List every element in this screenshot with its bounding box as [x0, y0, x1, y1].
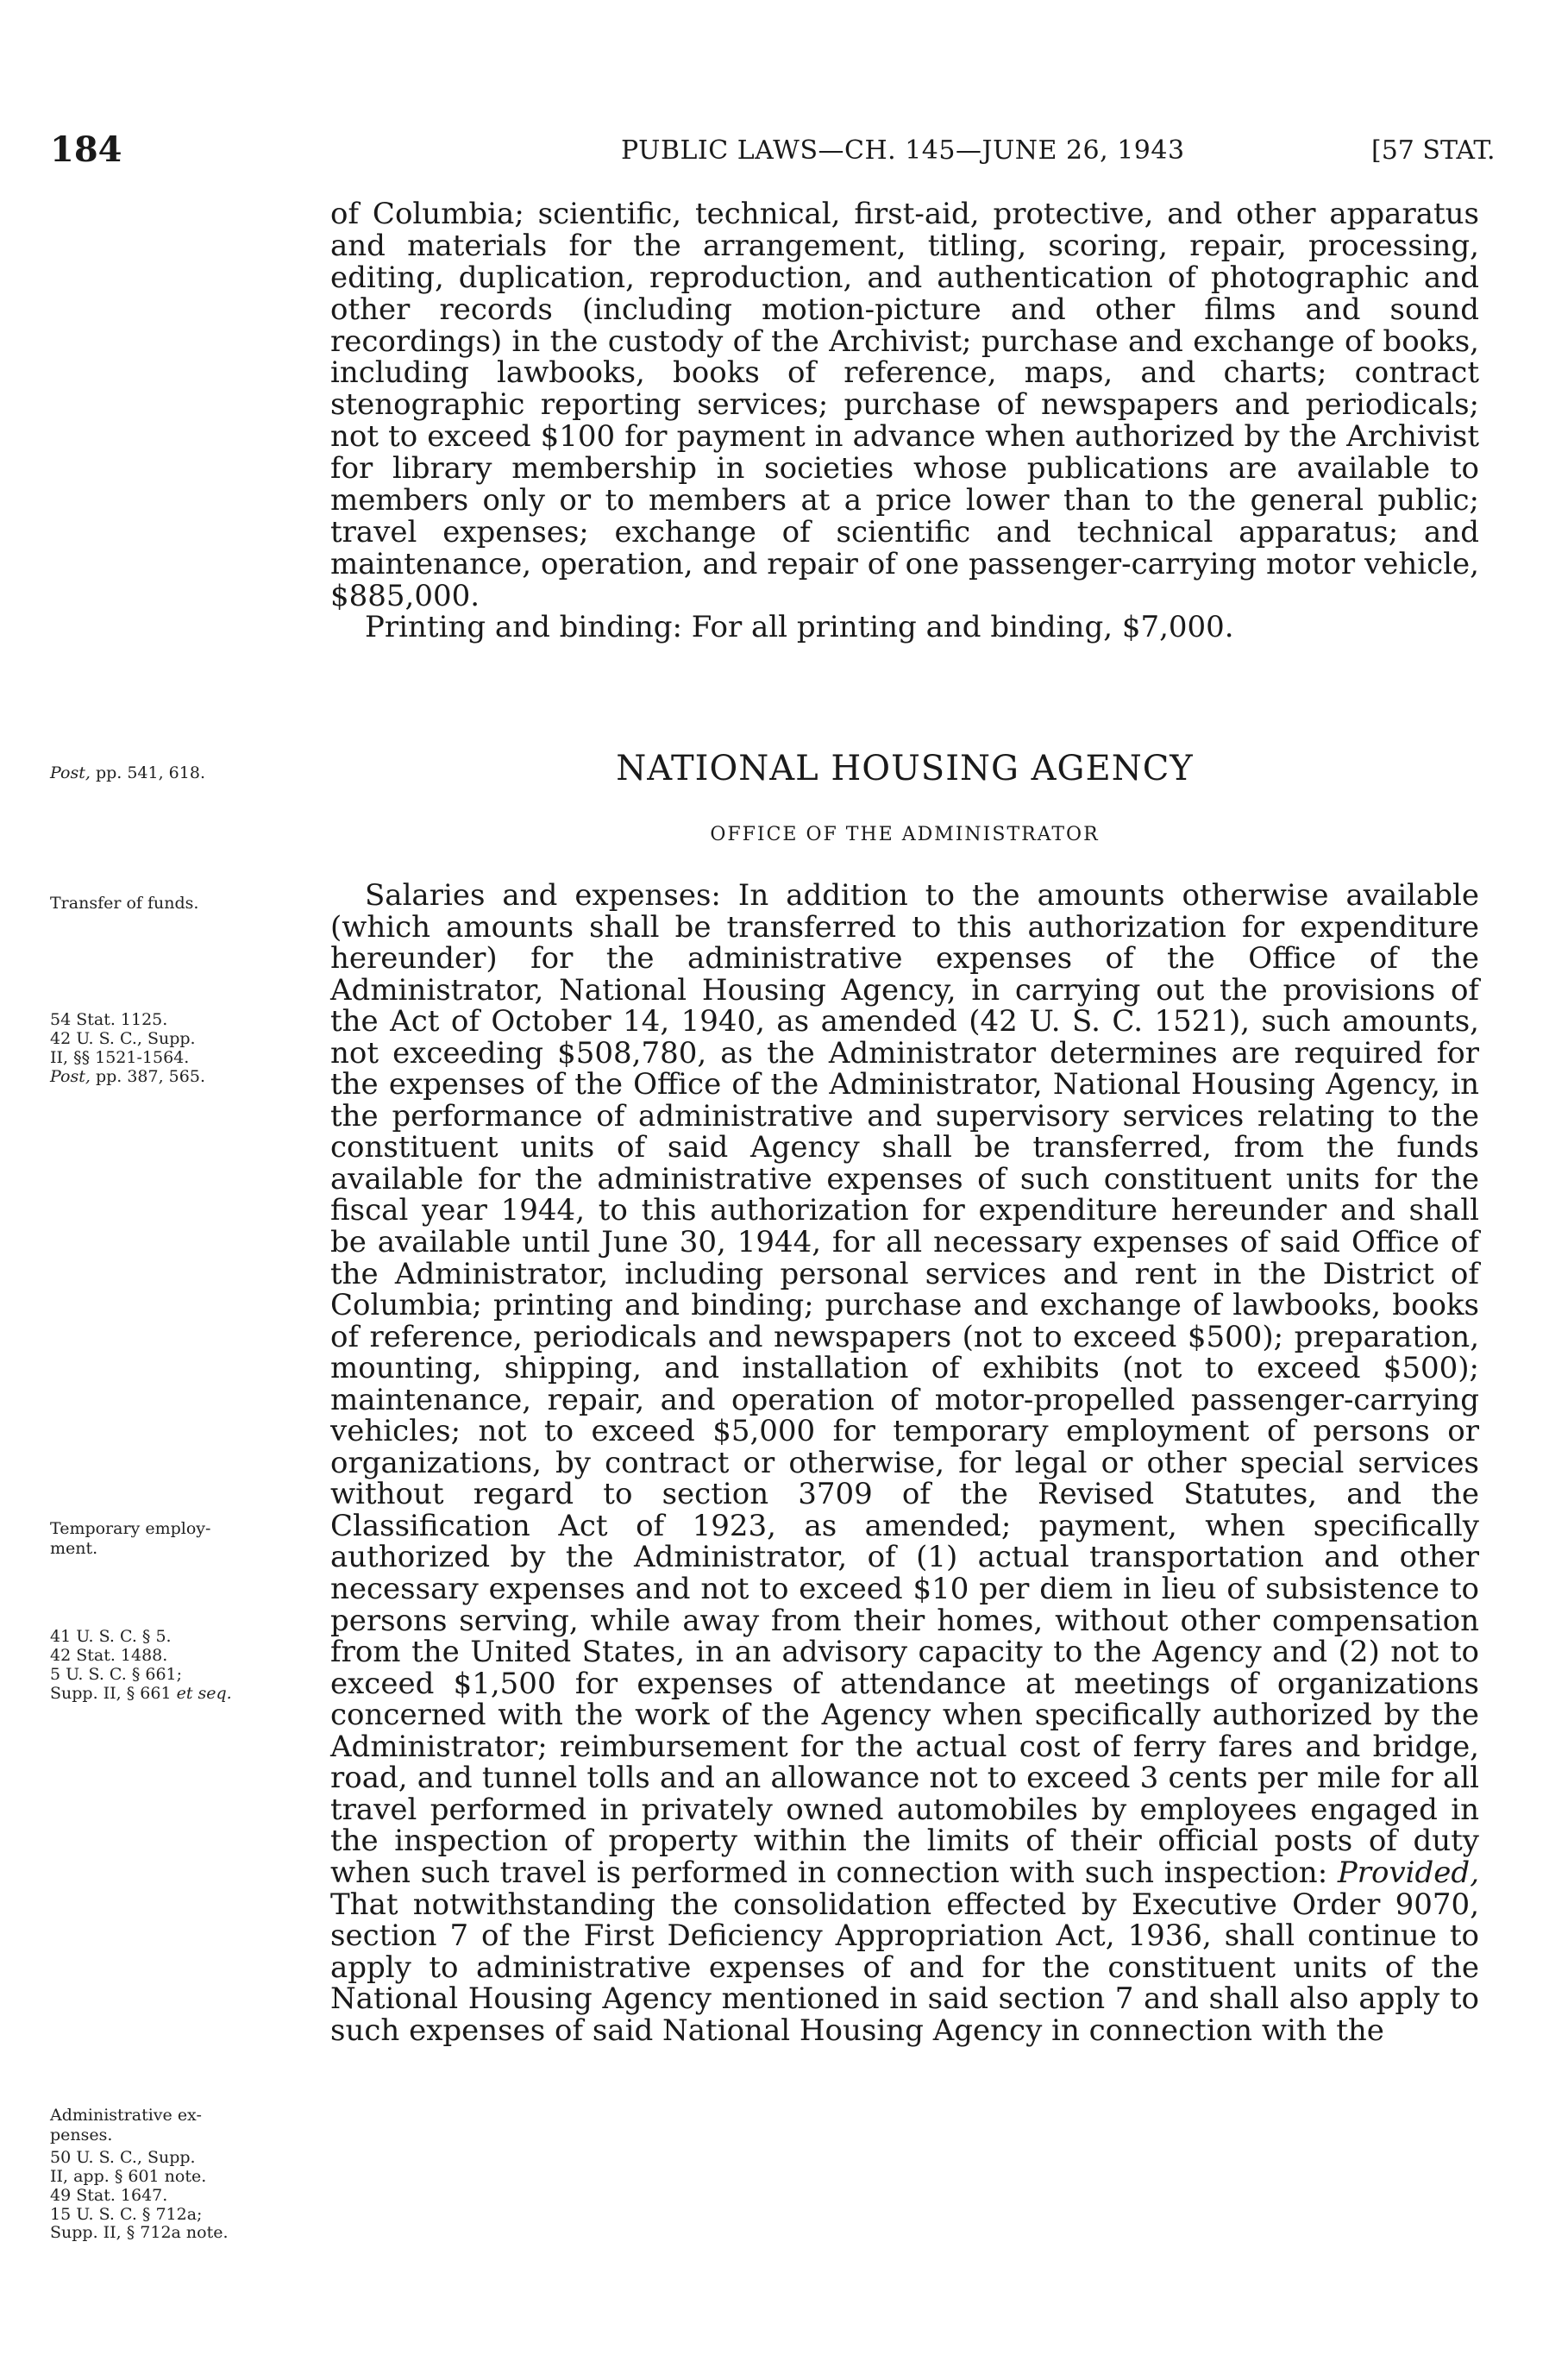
sidenote-administrative-expenses	[50, 2106, 202, 2145]
sidenote-citation: 54 Stat. 1125.	[50, 1010, 168, 1029]
sidenote-citation: 49 Stat. 1647.	[50, 2185, 168, 2205]
sidenote-citation-text: Supp. II, § 661	[50, 1683, 172, 1703]
sidenote-citation: II, app. § 601 note.	[50, 2166, 207, 2186]
salaries-expenses-text	[330, 880, 1479, 2046]
provided-word: Provided,	[1337, 1855, 1479, 1890]
printing-binding-paragraph: Printing and binding: For all printing and binding, $7,000.	[365, 610, 1234, 645]
agency-heading: NATIONAL HOUSING AGENCY	[616, 749, 1194, 788]
page-number: 184	[50, 129, 122, 170]
sidenote-citations-1	[50, 1011, 205, 1086]
sidenote-citations-3	[50, 2149, 229, 2243]
sidenote-citation: 50 U. S. C., Supp.	[50, 2148, 196, 2167]
sidenote-line: Temporary employ-	[50, 1519, 211, 1538]
sidenote-post-label: Post,	[50, 1066, 91, 1086]
sidenote-citations-2	[50, 1628, 232, 1703]
sidenote-et-seq: et seq.	[176, 1683, 232, 1703]
salaries-expenses-paragraph	[330, 880, 1479, 2046]
sidenote-post-pages: pp. 387, 565.	[95, 1066, 205, 1086]
sidenote-post-pages: pp. 541, 618.	[95, 763, 205, 782]
archivist-paragraph-block	[330, 198, 1479, 644]
sidenote-temporary-employment	[50, 1519, 210, 1559]
sidenote-line: ment.	[50, 1538, 98, 1558]
statute-reference: [57 STAT.	[1371, 135, 1496, 166]
sidenote-post-label: Post,	[50, 763, 91, 782]
salaries-text-part2: That notwithstanding the consolidation effected by Executive Order 9070, section 7 of the First Deficiency Appropriation Act, 1936, shall continue to apply to administrative expenses of and for the constituent units of the National Housing Agency mentioned in said section 7 and shall also apply to such expenses of said National Housing Agency in connection with the	[330, 1887, 1479, 2048]
sidenote-citation: 42 Stat. 1488.	[50, 1645, 168, 1665]
sidenote-citation: II, §§ 1521-1564.	[50, 1047, 190, 1067]
sidenote-citation	[50, 1685, 232, 1704]
sidenote-post-ref-2	[50, 1068, 205, 1087]
sidenote-line: Administrative ex-	[50, 2106, 202, 2125]
sidenote-citation: 42 U. S. C., Supp.	[50, 1028, 196, 1048]
sidenote-citation: 41 U. S. C. § 5.	[50, 1627, 172, 1646]
running-title: PUBLIC LAWS—CH. 145—JUNE 26, 1943	[621, 135, 1185, 166]
sidenote-post-ref-1	[50, 763, 205, 783]
office-heading: OFFICE OF THE ADMINISTRATOR	[710, 824, 1100, 845]
sidenote-transfer-of-funds: Transfer of funds.	[50, 894, 199, 913]
sidenote-line: penses.	[50, 2125, 113, 2145]
archivist-paragraph: of Columbia; scientific, technical, first-aid, protective, and other apparatus and materials for the arrangement, titling, scoring, repair, processing, editing, duplication, reproduction, and authentication of photographic and other records (including motion-picture and other films and sound recordings) in the custody of the Archivist; purchase and exchange of books, including lawbooks, books of reference, maps, and charts; contract stenographic reporting services; purchase of newspapers and periodicals; not to exceed $100 for payment in advance when authorized by the Archivist for library membership in societies whose publications are available to members only or to members at a price lower than to the general public; travel expenses; exchange of scientific and technical apparatus; and maintenance, operation, and repair of one passenger-carrying motor vehicle, $885,000.	[330, 197, 1479, 613]
sidenote-citation: 15 U. S. C. § 712a;	[50, 2204, 203, 2224]
sidenote-citation: Supp. II, § 712a note.	[50, 2223, 229, 2243]
salaries-text-part1: Salaries and expenses: In addition to the amounts otherwise available (which amounts shall be transferred to this authorization for expenditure hereunder) for the administrative expenses of the Office of the Administrator, National Housing Agency, in carrying out the provisions of the Act of October 14, 1940, as amended (42 U. S. C. 1521), such amounts, not exceeding $508,780, as the Administrator determines are required for the expenses of the Office of the Administrator, National Housing Agency, in the performance of administrative and supervisory services relating to the constituent units of said Agency shall be transferred, from the funds available for the administrative expenses of such constituent units for the fiscal year 1944, to this authorization for expenditure hereunder and shall be available until June 30, 1944, for all necessary expenses of said Office of the Administrator, including personal services and rent in the District of Columbia; printing and binding; purchase and exchange of lawbooks, books of reference, periodicals and newspapers (not to exceed $500); preparation, mounting, shipping, and installation of exhibits (not to exceed $500); maintenance, repair, and operation of motor-propelled passenger-carrying vehicles; not to exceed $5,000 for temporary employment of persons or organizations, by contract or otherwise, for legal or other special services without regard to section 3709 of the Revised Statutes, and the Classification Act of 1923, as amended; payment, when specifically authorized by the Administrator, of (1) actual transportation and other necessary expenses and not to exceed $10 per diem in lieu of subsistence to persons serving, while away from their homes, without other compensation from the United States, in an advisory capacity to the Agency and (2) not to exceed $1,500 for expenses of attendance at meetings of organizations concerned with the work of the Agency when specifically authorized by the Administrator; reimbursement for the actual cost of ferry fares and bridge, road, and tunnel tolls and an allowance not to exceed 3 cents per mile for all travel performed in privately owned automobiles by employees engaged in the inspection of property within the limits of their official posts of duty when such travel is performed in connection with such inspection:	[330, 878, 1479, 1890]
sidenote-citation: 5 U. S. C. § 661;	[50, 1664, 183, 1684]
